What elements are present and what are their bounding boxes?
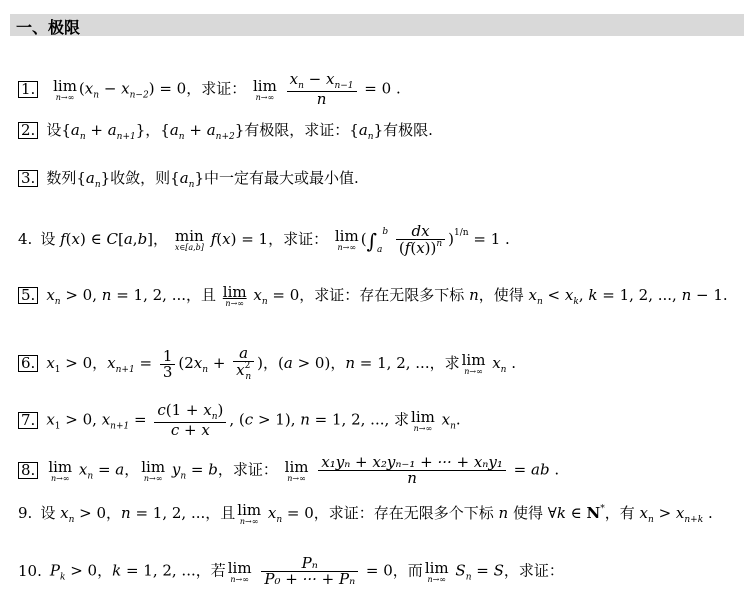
fraction: $\frac{a}{x^2_n}$ [233, 346, 254, 382]
problem-number: 3. [18, 170, 38, 187]
fraction: $\frac{\text{x₁yₙ + x₂yₙ₋₁ + ··· + xₙy₁}}{n}$ [318, 455, 506, 486]
fraction: $\frac{1}{3}$ [160, 349, 176, 380]
problem-number: 1. [18, 81, 38, 98]
fraction: $\frac{dx}{(f(x))^n}$ [396, 224, 445, 256]
section-header [10, 14, 744, 36]
limit: lim n→∞ [284, 457, 309, 483]
problem-number: 9. [18, 504, 33, 522]
fraction: $\frac{\text{Pₙ}}{\text{P₀ + ··· + Pₙ}}$ [261, 556, 358, 587]
problem-number: 6. [18, 355, 38, 372]
problem-8: 8. lim n→∞ $x_n = a$， lim n→∞ $y_n = b$，求证： lim n→∞ $\frac{\text{x₁yₙ + x₂yₙ₋₁ + ··· + xₙy₁}}{n}$ = ab . [18, 455, 559, 486]
problem-6: 6. $x_1 > 0$，$x_{n+1}$ = $\frac{1}{3}$ ($2x_n$ + $\frac{a}{x^2_n}$ )，(a > 0)，n = 1, 2, ...，求 lim n→∞ $x_n$ . [18, 346, 516, 382]
limit: lim n→∞ [424, 558, 449, 584]
problem-number: 10. [18, 561, 42, 580]
limit: lim n→∞ [253, 76, 277, 102]
limit: lim n→∞ [141, 457, 166, 483]
problem-7: 7. $x_1 > 0$, $x_{n+1}$ = $\frac{c(1 + x_n)}{c + x}$ , (c > 1), n = 1, 2, ..., 求 lim n→∞ $x_n$. [18, 403, 461, 438]
limit: lim n→∞ [227, 558, 252, 584]
limit: lim n→∞ [461, 351, 486, 376]
fraction: $\frac{c(1 + x_n)}{c + x}$ [154, 403, 226, 438]
problem-10: 10. $P_k > 0$，k = 1, 2, ...，若 lim n→∞ $\frac{\text{Pₙ}}{\text{P₀ + ··· + Pₙ}}$ = 0，而 lim n→∞ $S_n = S$，求证： [18, 554, 564, 588]
problem-1: 1. lim n→∞ $(x_n - x_{n-2}) = 0$，求证： lim n→∞ $\frac{x_n - x_{n-1}}{n}$ = 0 . [18, 72, 401, 107]
min-operator: min x∈[a,b] [174, 227, 204, 252]
limit: lim n→∞ [237, 501, 262, 526]
problem-9: 9. 设 $x_n > 0$，n = 1, 2, ...，且 lim n→∞ $x_n = 0$，求证：存在无限多个下标 n 使得 ∀k ∈ N*，有 $x_n > x_{n+k}$ . [18, 501, 713, 526]
problem-3: 3. 数列$\{a_n\}$收敛，则$\{a_n\}$中一定有最大或最小值. [18, 170, 359, 190]
limit: lim n→∞ [411, 407, 435, 433]
problem-number: 8. [18, 462, 38, 479]
limit: lim n→∞ [53, 76, 77, 102]
problem-number: 7. [18, 412, 38, 429]
limit: lim n→∞ [48, 457, 73, 483]
limit: lim n→∞ [222, 283, 247, 308]
problem-number: 2. [18, 122, 38, 139]
problem-number: 4. [18, 230, 33, 248]
fraction: $\frac{x_n - x_{n-1}}{n}$ [287, 72, 357, 107]
problem-4: 4. 设 f(x) ∈ C[a,b]， min x∈[a,b] f(x) = 1，求证： lim n→∞ ($\int_a^b$ $\frac{dx}{(f(x))^n}$ )$^{1/n}$ = 1 . [18, 222, 510, 257]
problem-2: 2. 设$\{a_n + a_{n+1}\}$，$\{a_n + a_{n+2}\}$有极限，求证：$\{a_n\}$有极限. [18, 122, 433, 142]
problem-number: 5. [18, 287, 38, 304]
limit: lim n→∞ [334, 227, 359, 252]
problem-5: 5. $x_n > 0$, n = 1, 2, ...，且 lim n→∞ $x_n = 0$，求证：存在无限多下标 n，使得 $x_n < x_k$, k = 1, 2, ..., n − 1. [18, 285, 728, 308]
section-title: 一、极限 [16, 18, 81, 37]
